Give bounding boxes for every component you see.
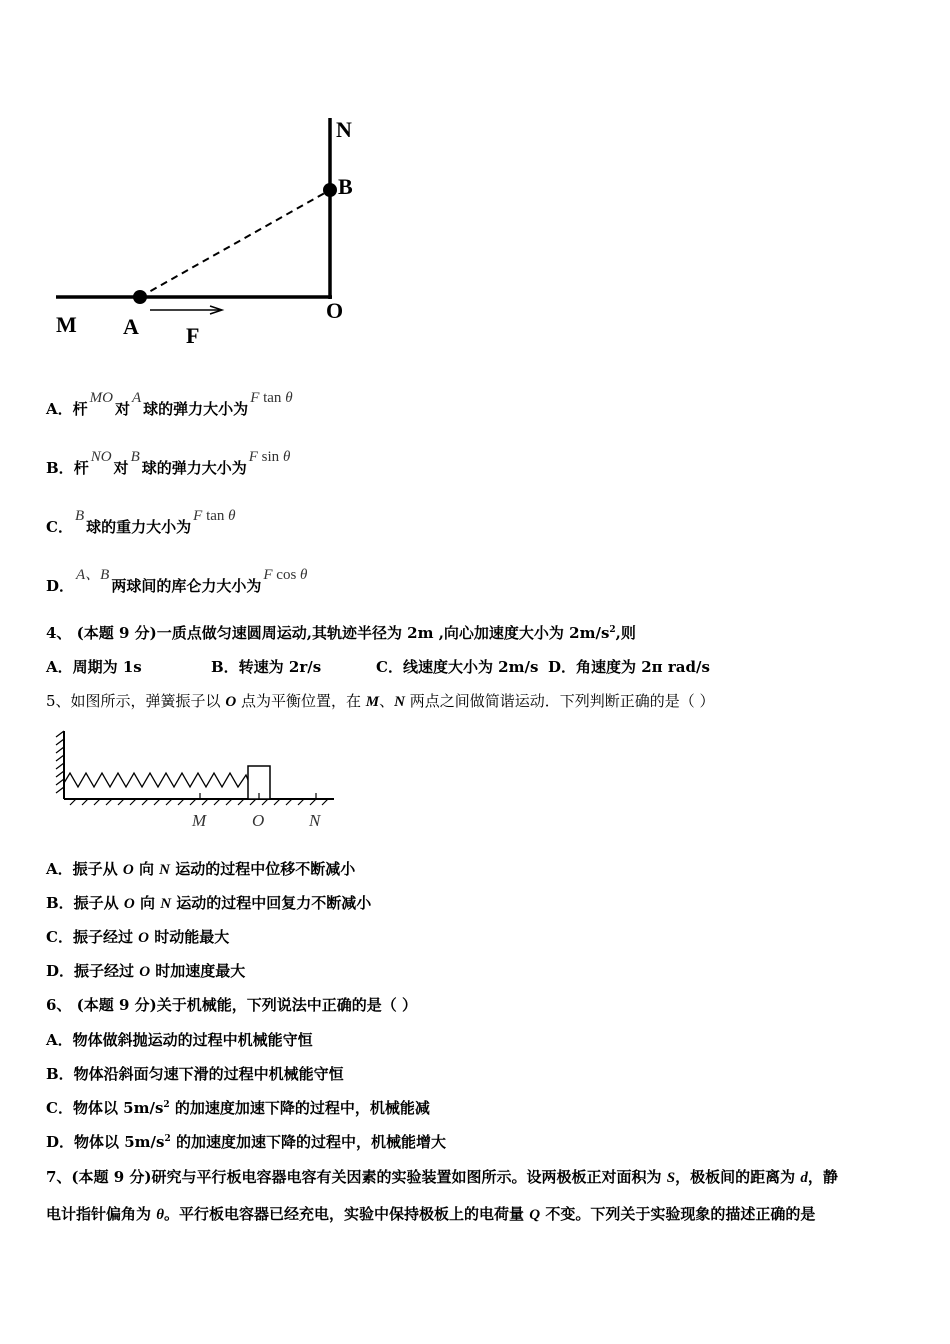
- q5-option-d: D．振子经过 O 时加速度最大: [46, 962, 246, 980]
- q3-option-d: D．A、B两球间的库仑力大小为F cos θ: [46, 567, 308, 595]
- math-f-sin-theta: F sin θ: [248, 449, 291, 465]
- q5-option-a: A．振子从 O 向 N 运动的过程中位移不断减小: [46, 860, 356, 878]
- math-f-tan-theta: F tan θ: [250, 390, 293, 406]
- spring: [64, 773, 248, 787]
- label-n: N: [309, 811, 321, 830]
- q6-option-a: A．物体做斜抛运动的过程中机械能守恒: [46, 1031, 313, 1049]
- dashed-line-ab: [140, 190, 330, 297]
- label-a: A: [123, 314, 139, 339]
- figure-rod-diagram: [40, 110, 380, 355]
- ball-a: [133, 290, 147, 304]
- q5-option-b: B．振子从 O 向 N 运动的过程中回复力不断减小: [46, 894, 372, 912]
- q3-option-a: A．杆MO对A球的弹力大小为F tan θ: [46, 390, 293, 418]
- q4-option-d: D．角速度为 2π rad/s: [548, 658, 710, 676]
- label-m: M: [192, 811, 207, 830]
- q5-stem: 5、如图所示，弹簧振子以 O 点为平衡位置，在 M、N 两点之间做简谐运动．下列判断正确的是（ ）: [46, 692, 715, 710]
- label-m: M: [56, 312, 77, 337]
- q6-option-b: B．物体沿斜面匀速下滑的过程中机械能守恒: [46, 1065, 344, 1083]
- q7-stem-line2: 电计指针偏角为 θ。平行板电容器已经充电，实验中保持极板上的电荷量 Q 不变。下列关于实验现象的描述正确的是: [46, 1205, 816, 1223]
- label-b: B: [338, 174, 353, 199]
- q4-option-c: C．线速度大小为 2m/s: [376, 658, 539, 676]
- q4-stem: 4、 (本题 9 分)一质点做匀速圆周运动,其轨迹半径为 2m ,向心加速度大小为 $2m/s^2$,则: [46, 624, 636, 642]
- label-n: N: [336, 117, 352, 142]
- wall-hatching: [56, 731, 64, 793]
- ball-b: [323, 183, 337, 197]
- figure-spring-oscillator: [50, 725, 350, 835]
- label-o: O: [326, 298, 344, 323]
- q4-option-a: A．周期为 1s: [46, 658, 142, 676]
- q4-option-b: B．转速为 2r/s: [211, 658, 322, 676]
- q6-option-c: C．物体以 $5m/s^2$ 的加速度加速下降的过程中，机械能减: [46, 1099, 430, 1117]
- q5-option-c: C．振子经过 O 时动能最大: [46, 928, 230, 946]
- math-f-cos-theta: F cos θ: [263, 567, 308, 583]
- math-f-tan-theta: F tan θ: [193, 508, 236, 524]
- q3-option-b: B．杆NO对B球的弹力大小为F sin θ: [46, 449, 291, 477]
- label-o: O: [252, 811, 265, 830]
- q6-option-d: D．物体以 $5m/s^2$ 的加速度加速下降的过程中，机械能增大: [46, 1133, 446, 1151]
- label-f: F: [186, 323, 200, 348]
- q3-option-c: C．B球的重力大小为F tan θ: [46, 508, 236, 536]
- q6-stem: 6、 (本题 9 分)关于机械能，下列说法中正确的是（ ）: [46, 996, 417, 1014]
- q7-stem-line1: 7、(本题 9 分)研究与平行板电容器电容有关因素的实验装置如图所示。设两极板正对面积为 S，极板间的距离为 d，静: [46, 1168, 838, 1186]
